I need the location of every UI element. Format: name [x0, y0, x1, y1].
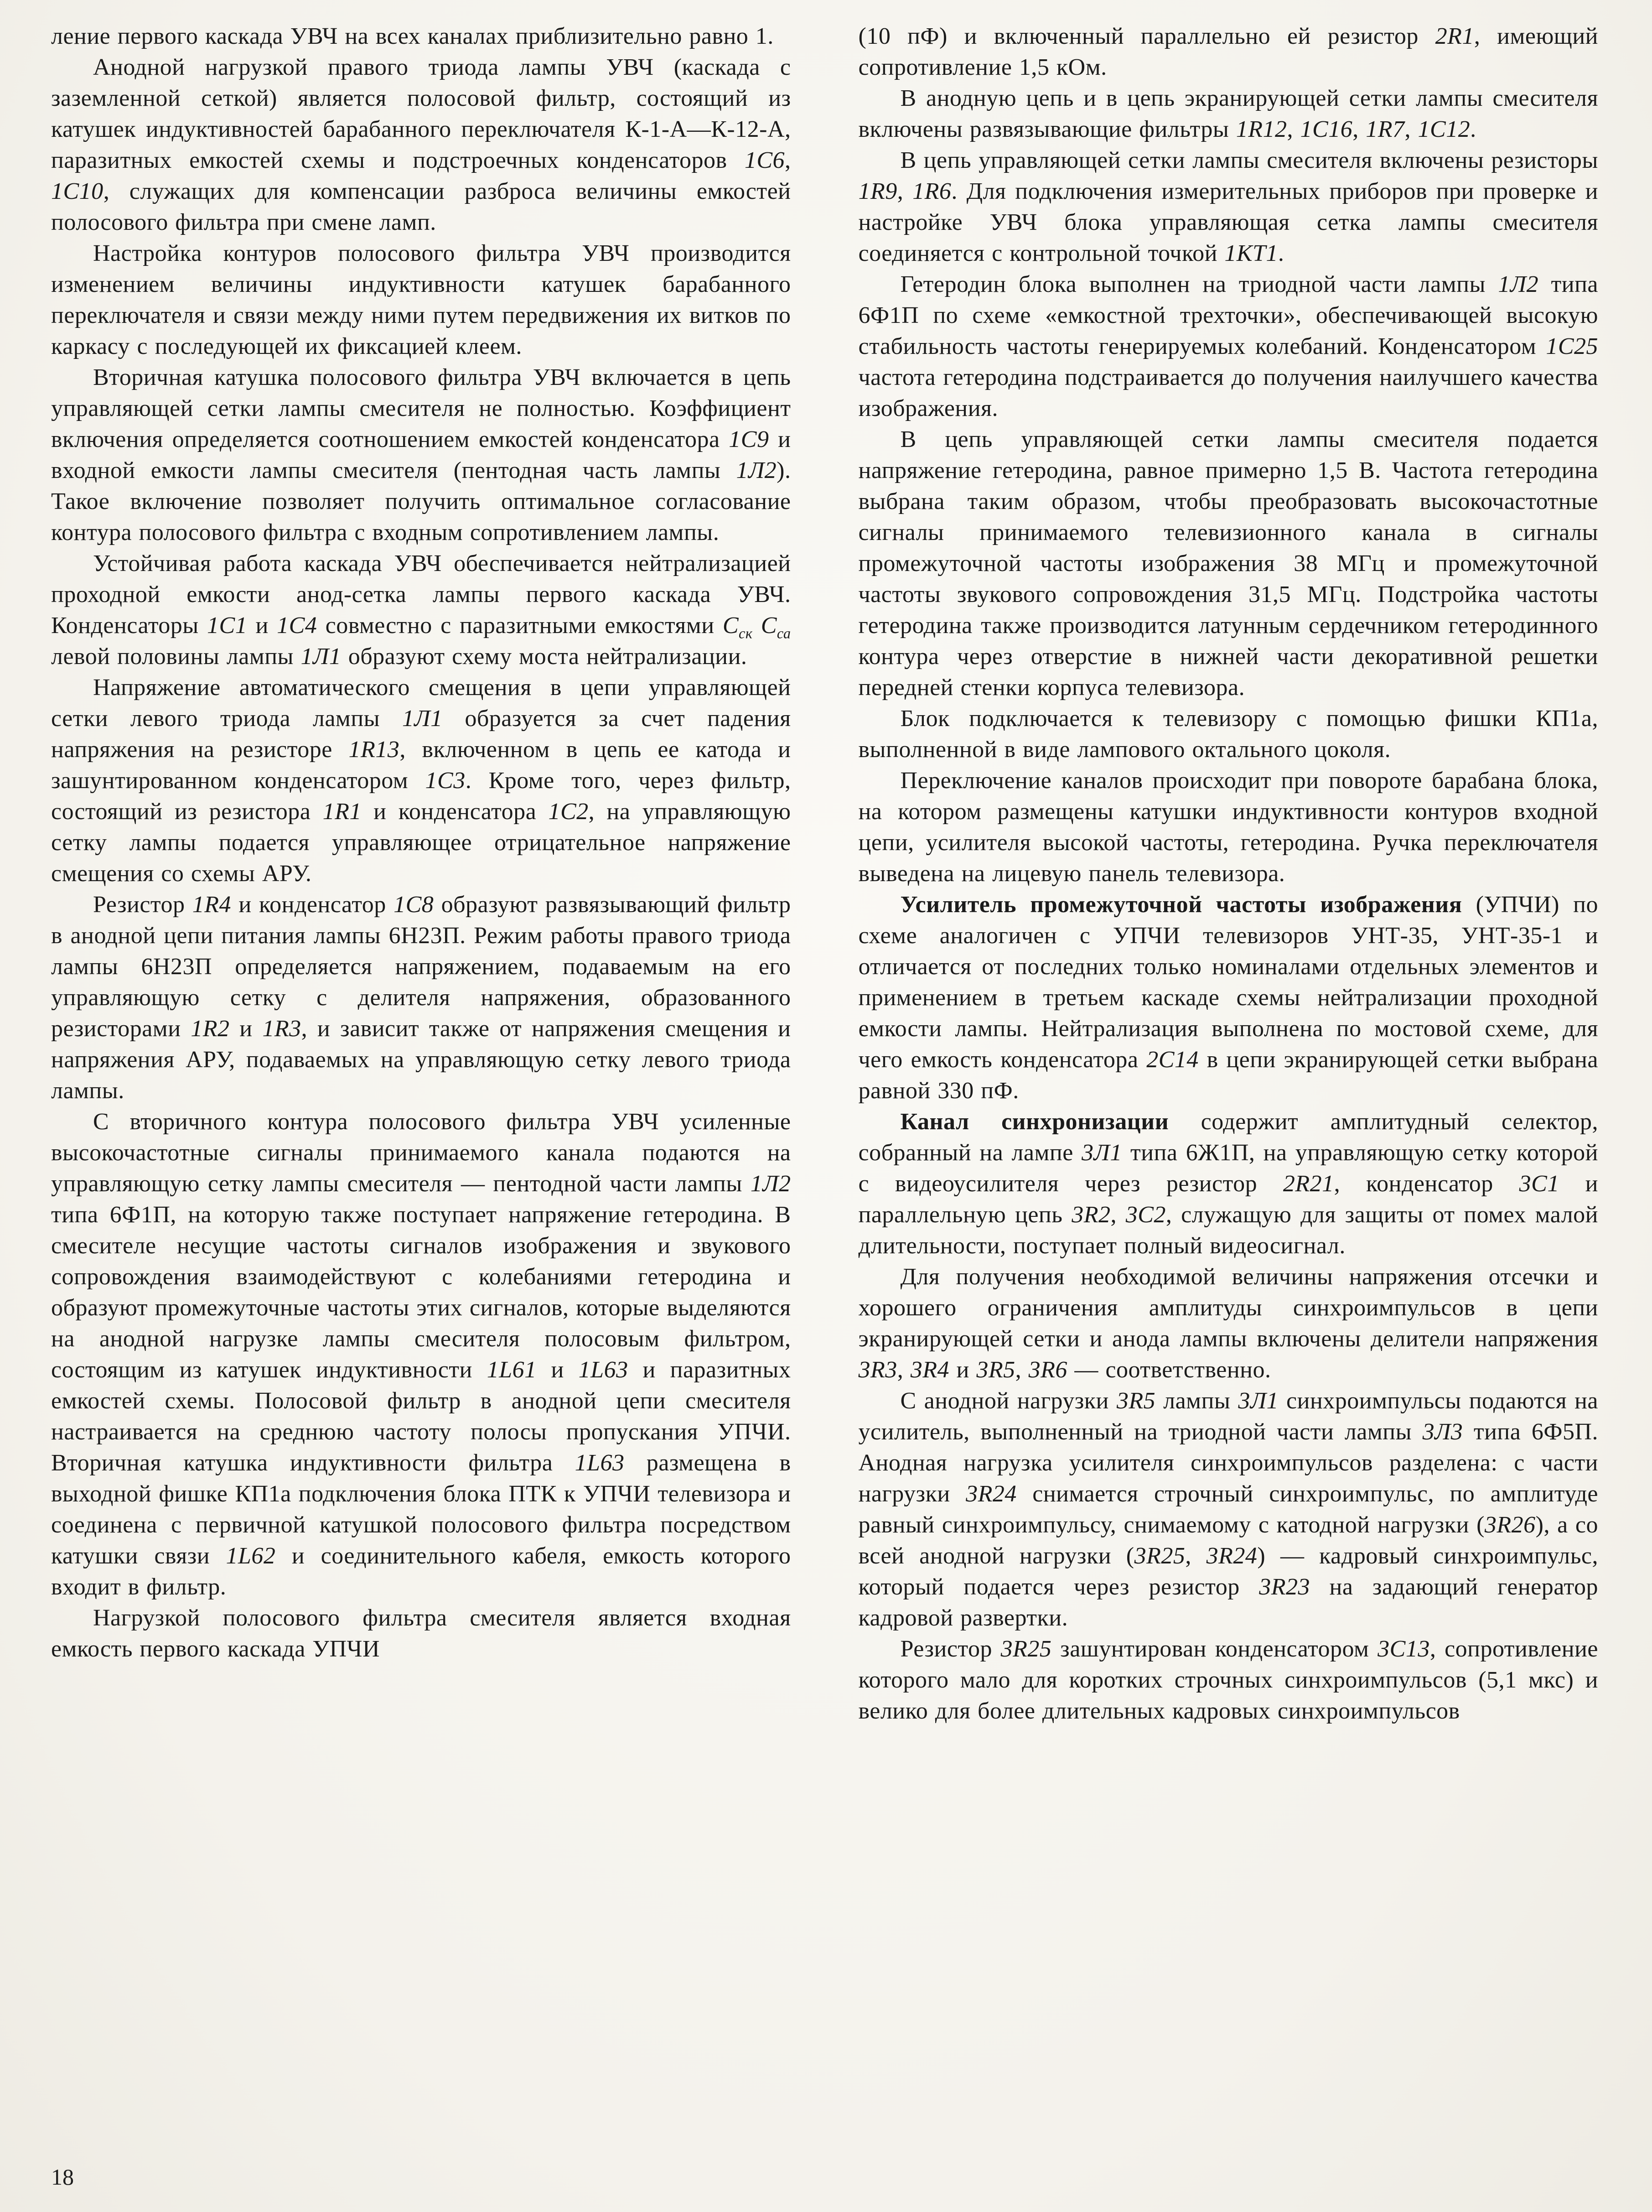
paragraph: Усилитель промежуточной частоты изображения (УПЧИ) по схеме аналогичен с УПЧИ телевизоров УНТ-35, УНТ-35-1 и отличается от последних только номиналами отдельных элементов и применением в третьем каскаде схемы нейтрализации проходной емкости лампы. Нейтрализация выполнена по мостовой схеме, для чего емкость конденсатора 2С14 в цепи экранирующей сетки выбрана равной 330 пФ.: [858, 892, 1599, 1104]
paragraph: ление первого каскада УВЧ на всех каналах приблизительно равно 1.: [51, 23, 774, 49]
paragraph: Для получения необходимой величины напряжения отсечки и хорошего ограничения амплитуды синхроимпульсов в цепи экранирующей сетки и анода лампы включены делители напряжения 3R3, 3R4 и 3R5, 3R6 — соответственно.: [858, 1264, 1598, 1383]
paragraph: В цепь управляющей сетки лампы смесителя включены резисторы 1R9, 1R6. Для подключения измерительных приборов при проверке и настройке УВЧ блока управляющая сетка лампы смесителя соединяется с контрольной точкой 1КТ1.: [858, 147, 1598, 266]
paragraph: Вторичная катушка полосового фильтра УВЧ включается в цепь управляющей сетки лампы смесителя не полностью. Коэффициент включения определяется соотношением емкостей конденсатора 1С9 и входной емкости лампы смесителя (пентодная часть лампы 1Л2). Такое включение позволяет получить оптимальное согласование контура полосового фильтра с входным сопротивлением лампы.: [51, 364, 791, 545]
paragraph: В анодную цепь и в цепь экранирующей сетки лампы смесителя включены развязывающие фильтры 1R12, 1С16, 1R7, 1С12.: [858, 85, 1598, 142]
paragraph: (10 пФ) и включенный параллельно ей резистор 2R1, имеющий сопротивление 1,5 кОм.: [858, 23, 1599, 80]
paragraph: Анодной нагрузкой правого триода лампы УВЧ (каскада с заземленной сеткой) является полосовой фильтр, состоящий из катушек индуктивностей барабанного переключателя К-1-А—К-12-А, паразитных емкостей схемы и подстроечных конденсаторов 1С6, 1С10, служащих для компенсации разброса величины емкостей полосового фильтра при смене ламп.: [51, 54, 791, 235]
paragraph-lead: Усилитель промежуточной частоты изображения: [900, 892, 1462, 918]
column-right: [859, 21, 1599, 1727]
paragraph-lead: Канал синхронизации: [900, 1109, 1169, 1135]
text-columns: [51, 21, 1598, 1727]
paragraph: Устойчивая работа каскада УВЧ обеспечивается нейтрализацией проходной емкости анод-сетка лампы первого каскада УВЧ. Конденсаторы 1С1 и 1С4 совместно с паразитными емкостями $C_{ск}$ $C_{са}$ левой половины лампы 1Л1 образуют схему моста нейтрализации.: [51, 550, 791, 670]
paragraph: Резистор 1R4 и конденсатор 1С8 образуют развязывающий фильтр в анодной цепи питания лампы 6Н23П. Режим работы правого триода лампы 6Н23П определяется напряжением, подаваемым на его управляющую сетку с делителя напряжения, образованного резисторами 1R2 и 1R3, и зависит также от напряжения смещения и напряжения АРУ, подаваемых на управляющую сетку левого триода лампы.: [51, 892, 791, 1104]
paragraph: Переключение каналов происходит при повороте барабана блока, на котором размещены катушки индуктивности контуров входной цепи, усилителя высокой частоты, гетеродина. Ручка переключателя выведена на лицевую панель телевизора.: [858, 768, 1598, 887]
paragraph: В цепь управляющей сетки лампы смесителя подается напряжение гетеродина, равное примерно 1,5 В. Частота гетеродина выбрана таким образом, чтобы преобразовать высокочастотные сигналы принимаемого телевизионного канала в сигналы промежуточной частоты изображения 38 МГц и промежуточной частоты звукового сопровождения 31,5 МГц. Подстройка частоты гетеродина также производится латунным сердечником гетеродинного контура через отверстие в нижней части декоративной решетки передней стенки корпуса телевизора.: [858, 426, 1598, 701]
paragraph: Блок подключается к телевизору с помощью фишки КП1а, выполненной в виде лампового октального цоколя.: [858, 706, 1598, 763]
paragraph: Настройка контуров полосового фильтра УВЧ производится изменением величины индуктивности катушек барабанного переключателя и связи между ними путем передвижения их витков по каркасу с последующей их фиксацией клеем.: [51, 240, 791, 359]
paragraph: Канал синхронизации содержит амплитудный селектор, собранный на лампе 3Л1 типа 6Ж1П, на управляющую сетку которой с видеоусилителя через резистор 2R21, конденсатор 3С1 и параллельную цепь 3R2, 3С2, служащую для защиты от помех малой длительности, поступает полный видеосигнал.: [858, 1109, 1599, 1259]
paragraph: С вторичного контура полосового фильтра УВЧ усиленные высокочастотные сигналы принимаемого канала подаются на управляющую сетку лампы смесителя — пентодной части лампы 1Л2 типа 6Ф1П, на которую также поступает напряжение гетеродина. В смесителе несущие частоты сигналов изображения и звукового сопровождения взаимодействуют с колебаниями гетеродина и образуют промежуточные частоты этих сигналов, которые выделяются на анодной нагрузке лампы смесителя полосовым фильтром, состоящим из катушек индуктивности 1L61 и 1L63 и паразитных емкостей схемы. Полосовой фильтр в анодной цепи смесителя настраивается на среднюю частоту полосы пропускания УПЧИ. Вторичная катушка индуктивности фильтра 1L63 размещена в выходной фишке КП1а подключения блока ПТК к УПЧИ телевизора и соединена с первичной катушкой полосового фильтра посредством катушки связи 1L62 и соединительного кабеля, емкость которого входит в фильтр.: [51, 1109, 791, 1600]
paragraph: Резистор 3R25 зашунтирован конденсатором 3С13, сопротивление которого мало для коротких строчных синхроимпульсов (5,1 мкс) и велико для более длительных кадровых синхроимпульсов: [858, 1636, 1598, 1724]
paragraph: С анодной нагрузки 3R5 лампы 3Л1 синхроимпульсы подаются на усилитель, выполненный на триодной части лампы 3Л3 типа 6Ф5П. Анодная нагрузка усилителя синхроимпульсов разделена: с части нагрузки 3R24 снимается строчный синхроимпульс, по амплитуде равный синхроимпульсу, снимаемому с катодной нагрузки (3R26), а со всей анодной нагрузки (3R25, 3R24) — кадровый синхроимпульс, который подается через резистор 3R23 на задающий генератор кадровой развертки.: [858, 1388, 1599, 1631]
column-left: [51, 21, 791, 1727]
page-number: 18: [51, 2164, 74, 2190]
paragraph: Нагрузкой полосового фильтра смесителя является входная емкость первого каскада УПЧИ: [51, 1605, 791, 1662]
paragraph: Напряжение автоматического смещения в цепи управляющей сетки левого триода лампы 1Л1 образуется за счет падения напряжения на резисторе 1R13, включенном в цепь ее катода и зашунтированном конденсатором 1С3. Кроме того, через фильтр, состоящий из резистора 1R1 и конденсатора 1С2, на управляющую сетку лампы подается управляющее отрицательное напряжение смещения со схемы АРУ.: [51, 675, 791, 887]
paragraph: Гетеродин блока выполнен на триодной части лампы 1Л2 типа 6Ф1П по схеме «емкостной трехточки», обеспечивающей высокую стабильность частоты генерируемых колебаний. Конденсатором 1С25 частота гетеродина подстраивается до получения наилучшего качества изображения.: [858, 271, 1598, 421]
